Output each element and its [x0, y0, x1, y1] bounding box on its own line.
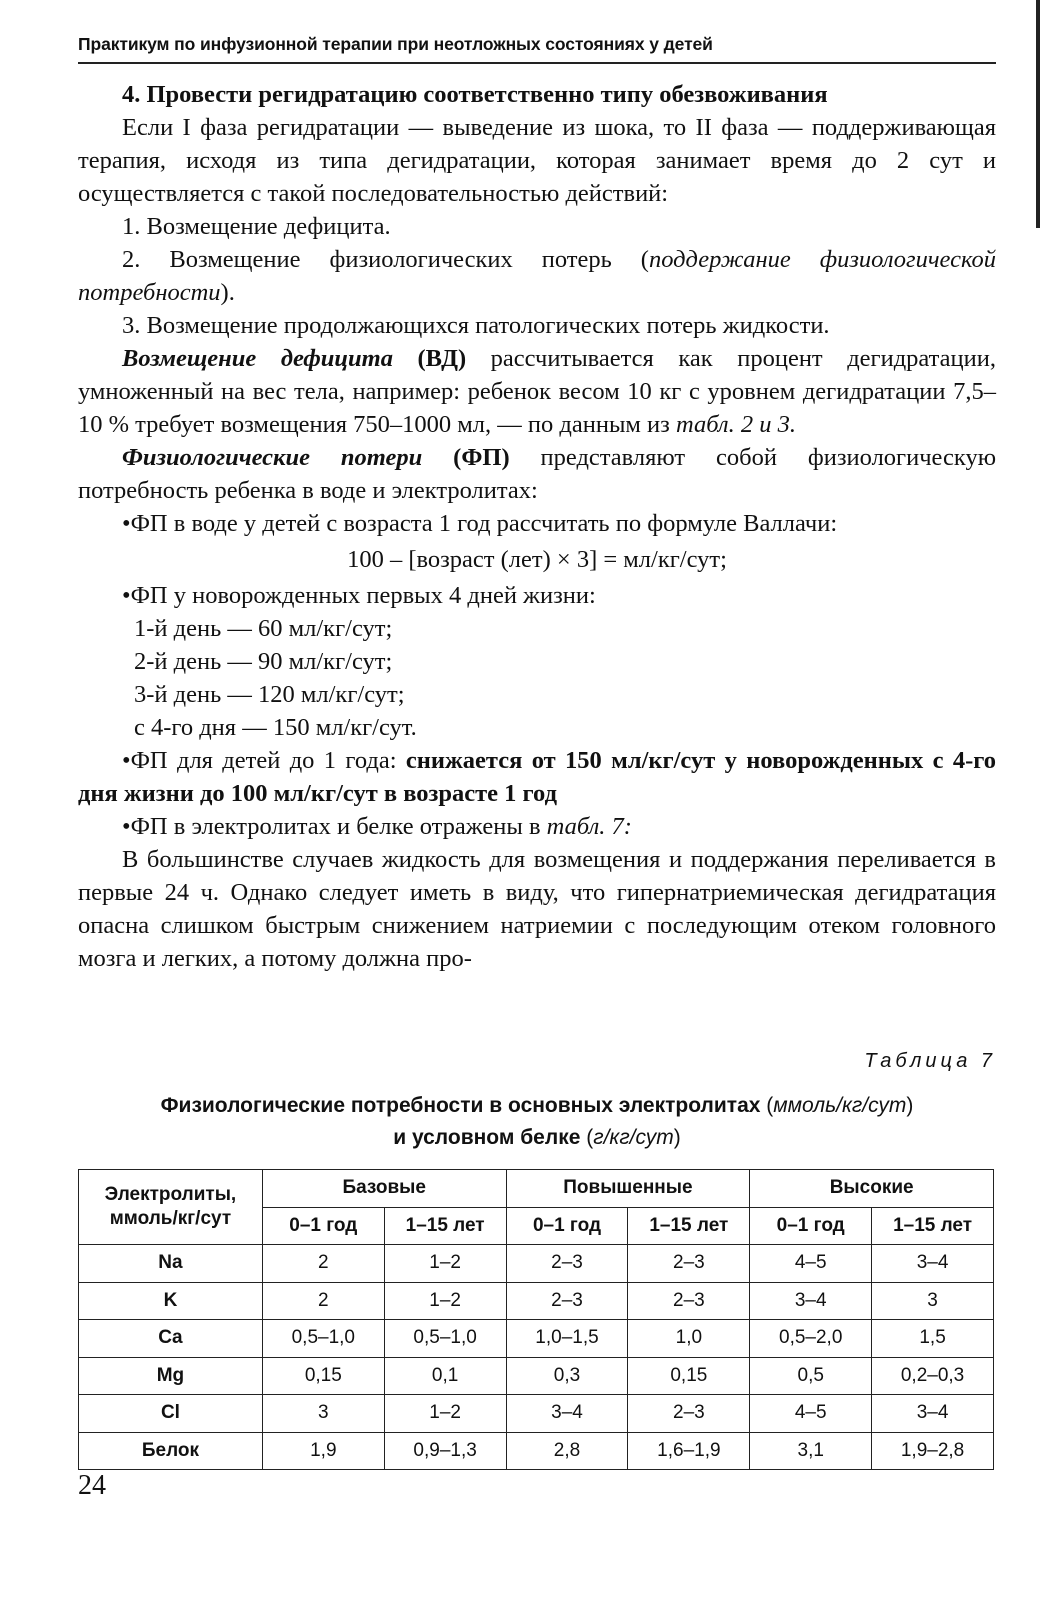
running-head-rule [78, 62, 996, 64]
age-header: 1–15 лет [628, 1207, 750, 1245]
table-cell: 1,0–1,5 [506, 1320, 628, 1358]
table-row [79, 1357, 994, 1395]
row-label: Белок [79, 1432, 263, 1470]
row-label: Cl [79, 1395, 263, 1433]
table-row [79, 1432, 994, 1470]
newborn-day-1: 1-й день — 60 мл/кг/сут; [134, 615, 393, 642]
row-label: Ca [79, 1320, 263, 1358]
step-1: 1. Возмещение дефицита. [122, 213, 391, 240]
table-cell: 0,5–1,0 [384, 1320, 506, 1358]
caption-bold-1: Физиологические потребности в основных электролитах [160, 1094, 761, 1117]
table-number: Таблица 7 [864, 1050, 996, 1072]
bullet-newborn: •ФП у новорожденных первых 4 дней жизни: [122, 582, 596, 609]
table-cell: 2–3 [506, 1245, 628, 1283]
bullet-electrolytes [78, 810, 996, 843]
age-header: 0–1 год [506, 1207, 628, 1245]
age-header: 0–1 год [750, 1207, 872, 1245]
table-cell: 1–2 [384, 1395, 506, 1433]
table-cell: 3 [262, 1395, 384, 1433]
table-cell: 4–5 [750, 1395, 872, 1433]
step-2-italic: поддержание физиологической потребности [78, 246, 997, 306]
table-cell: 1,5 [872, 1320, 994, 1358]
table-cell: 2 [262, 1282, 384, 1320]
table-caption-line-1: Физиологические потребности в основных электролитах (ммоль/кг/сут) [160, 1094, 914, 1117]
table-cell: 1–2 [384, 1245, 506, 1283]
bullet-infant-text: •ФП для детей до 1 года: [122, 747, 406, 774]
table-cell: 1–2 [384, 1282, 506, 1320]
physio-paragraph [78, 441, 996, 507]
table-row [79, 1395, 994, 1433]
body-text [78, 78, 996, 975]
group-header-increased: Повышенные [506, 1170, 750, 1208]
table-row [79, 1245, 994, 1283]
table-cell: 3–4 [872, 1245, 994, 1283]
table-cell: 3–4 [506, 1395, 628, 1433]
physio-term: Физиологические потери [122, 444, 423, 471]
table-cell: 2 [262, 1245, 384, 1283]
step-3: 3. Возмещение продолжающихся патологических потерь жидкости. [122, 312, 830, 339]
table-cell: 4–5 [750, 1245, 872, 1283]
closing-paragraph: В большинстве случаев жидкость для возмещения и поддержания переливается в первые 24 ч. Однако следует иметь в виду, что гипернатриемическая дегидратация опасна слишком быстрым снижением натриемии с последующим отеком головного мозга и легких, а потому должна про- [78, 846, 996, 972]
table-cell: 2,8 [506, 1432, 628, 1470]
table-cell: 0,1 [384, 1357, 506, 1395]
row-label: K [79, 1282, 263, 1320]
deficit-paragraph [78, 342, 996, 441]
deficit-ref: табл. 2 и 3. [675, 411, 796, 438]
page-number: 24 [78, 1470, 106, 1501]
age-header: 1–15 лет [384, 1207, 506, 1245]
table-cell: 0,15 [262, 1357, 384, 1395]
bullet-water: •ФП в воде у детей с возраста 1 год рассчитать по формуле Валлачи: [122, 510, 838, 537]
electrolyte-table [78, 1169, 994, 1470]
table-cell: 0,5–2,0 [750, 1320, 872, 1358]
newborn-day-3: 3-й день — 120 мл/кг/сут; [134, 681, 405, 708]
table-cell: 0,2–0,3 [872, 1357, 994, 1395]
table-cell: 1,9 [262, 1432, 384, 1470]
section-heading: 4. Провести регидратацию соответственно типу обезвоживания [122, 81, 828, 108]
group-header-base: Базовые [262, 1170, 506, 1208]
row-label: Mg [79, 1357, 263, 1395]
table-cell: 0,15 [628, 1357, 750, 1395]
deficit-term: Возмещение дефицита [122, 345, 393, 372]
table-caption [78, 1090, 996, 1154]
caption-bold-2: и условном белке [393, 1126, 581, 1149]
table-cell: 3–4 [750, 1282, 872, 1320]
table-cell: 1,6–1,9 [628, 1432, 750, 1470]
physio-text: представляют собой физиологическую потребность ребенка в воде и электролитах: [78, 444, 997, 504]
bullet-electrolytes-ref: табл. 7: [546, 813, 632, 840]
step-2-text: 2. Возмещение физиологических потерь ( [122, 246, 649, 273]
table-cell: 1,0 [628, 1320, 750, 1358]
caption-unit-1: ммоль/кг/сут [773, 1094, 907, 1117]
age-header: 1–15 лет [872, 1207, 994, 1245]
table-cell: 0,5 [750, 1357, 872, 1395]
table-corner-header: Электролиты, ммоль/кг/сут [79, 1170, 263, 1245]
table-cell: 3 [872, 1282, 994, 1320]
physio-abbr: (ФП) [422, 444, 510, 471]
table-cell: 2–3 [506, 1282, 628, 1320]
bullet-infant [78, 744, 996, 810]
vallachi-formula: 100 – [возраст (лет) × 3] = мл/кг/сут; [347, 546, 727, 573]
table-cell: 0,9–1,3 [384, 1432, 506, 1470]
newborn-day-4: с 4-го дня — 150 мл/кг/сут. [134, 714, 417, 741]
deficit-abbr: (ВД) [392, 345, 467, 372]
bullet-electrolytes-text: •ФП в электролитах и белке отражены в [122, 813, 547, 840]
bullet-infant-bold: снижается от 150 мл/кг/сут у новорожденных с 4-го дня жизни до 100 мл/кг/сут в возрасте 1 год [78, 747, 996, 807]
caption-unit-2: г/кг/сут [593, 1126, 674, 1149]
running-head: Практикум по инфузионной терапии при неотложных состояниях у детей [78, 34, 713, 54]
intro-paragraph: Если I фаза регидратации — выведение из шока, то II фаза — поддерживающая терапия, исходя из типа дегидратации, которая занимает время до 2 сут и осуществляется с такой последовательностью действий: [78, 114, 996, 207]
table-cell: 3–4 [872, 1395, 994, 1433]
step-2-end: ). [220, 279, 235, 306]
row-label: Na [79, 1245, 263, 1283]
age-header: 0–1 год [262, 1207, 384, 1245]
table-cell: 2–3 [628, 1282, 750, 1320]
table-cell: 2–3 [628, 1245, 750, 1283]
group-header-high: Высокие [750, 1170, 994, 1208]
table-cell: 1,9–2,8 [872, 1432, 994, 1470]
newborn-day-2: 2-й день — 90 мл/кг/сут; [134, 648, 393, 675]
step-2 [78, 243, 996, 309]
table-cell: 0,3 [506, 1357, 628, 1395]
table-cell: 0,5–1,0 [262, 1320, 384, 1358]
table-header-row [79, 1170, 994, 1208]
table-cell: 2–3 [628, 1395, 750, 1433]
table-caption-line-2: и условном белке (г/кг/сут) [393, 1126, 681, 1149]
deficit-text: рассчитывается как процент дегидратации, умноженный на вес тела, например: ребенок весом 10 кг с уровнем дегидратации 7,5–10 % требует возмещения 750–1000 мл, — по данным из [78, 345, 996, 438]
table-cell: 3,1 [750, 1432, 872, 1470]
table-row [79, 1320, 994, 1358]
table-row [79, 1282, 994, 1320]
page-edge-mark [1036, 0, 1040, 228]
